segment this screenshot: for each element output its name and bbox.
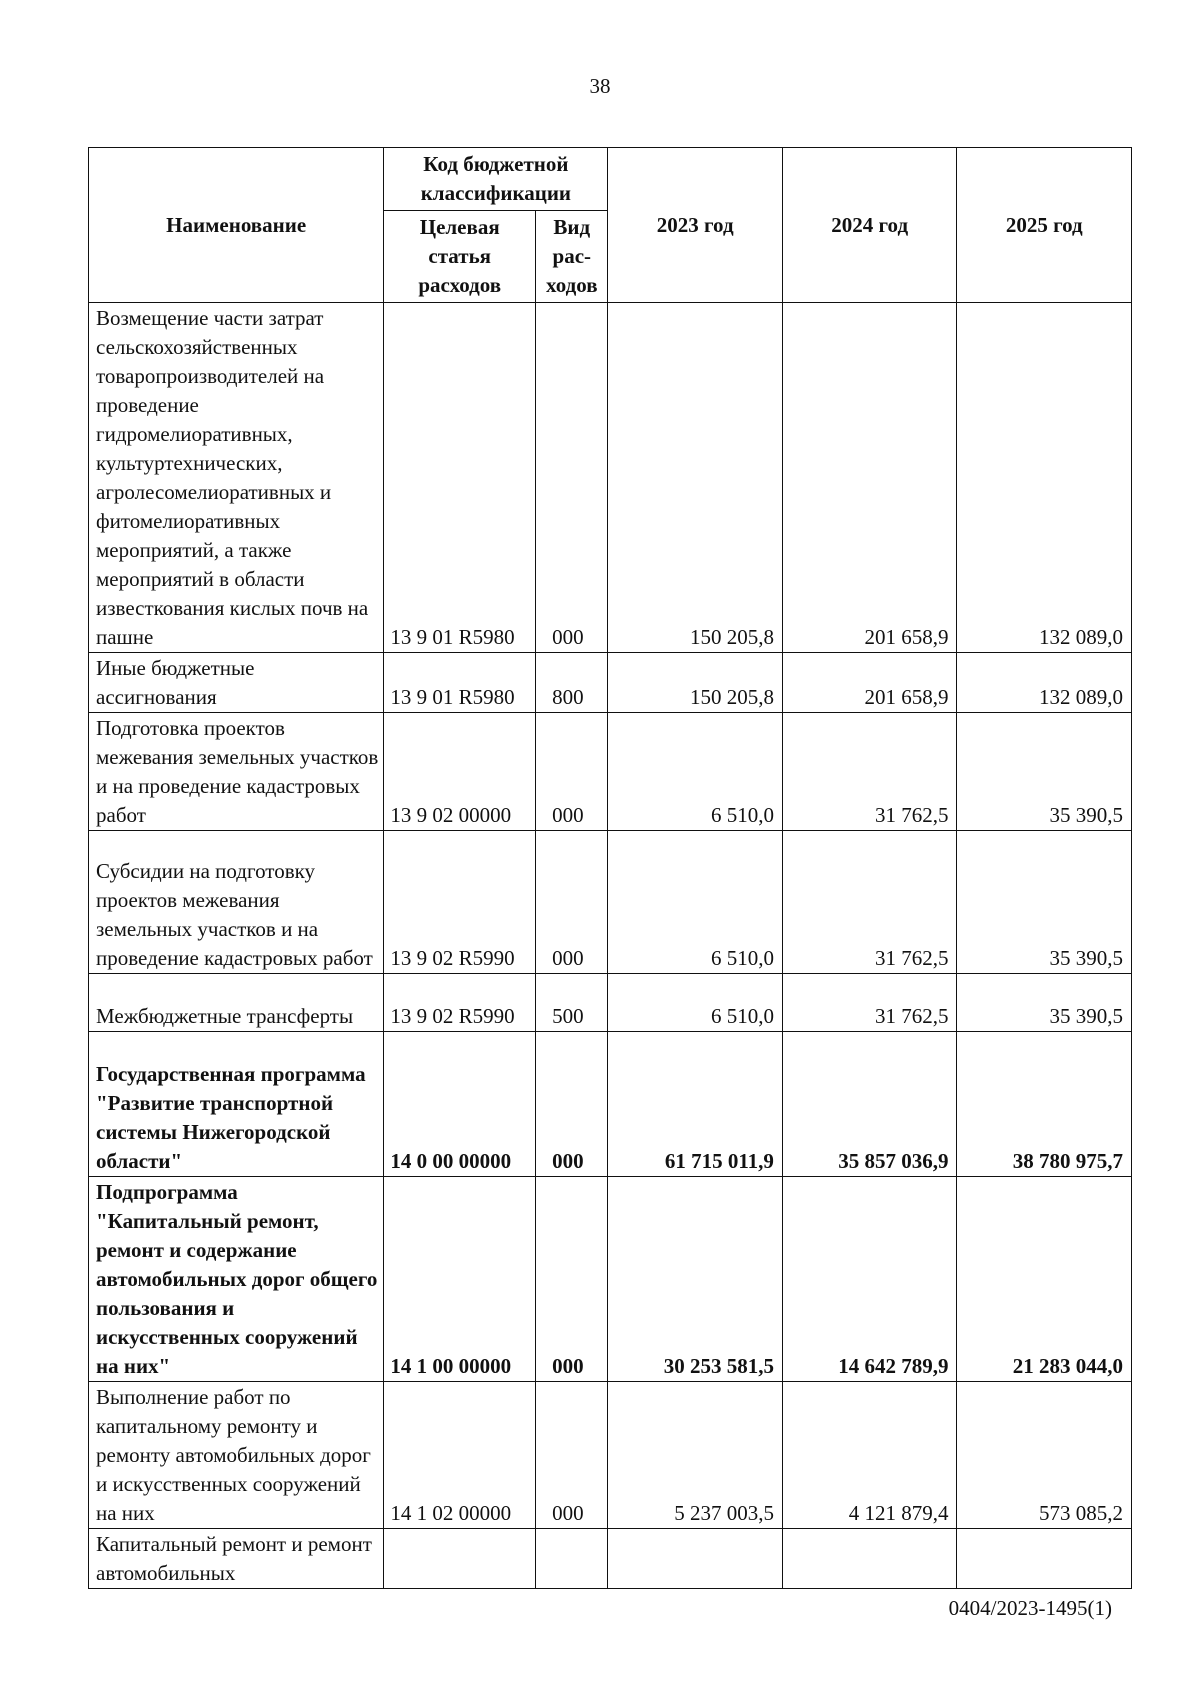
row-value-2024	[782, 1529, 957, 1589]
row-expense-kind: 500	[536, 974, 608, 1032]
table-body	[89, 303, 1132, 1589]
row-target-code: 13 9 02 R5990	[384, 974, 536, 1032]
table-row	[89, 1032, 1132, 1177]
row-name: Подготовка проектов межевания земельных участков и на проведение кадастровых работ	[89, 713, 384, 831]
row-name: Подпрограмма "Капитальный ремонт, ремонт и содержание автомобильных дорог общего пользования и искусственных сооружений на них"	[89, 1177, 384, 1382]
header-2025: 2025 год	[957, 148, 1132, 303]
row-expense-kind: 000	[536, 1032, 608, 1177]
row-value-2025: 21 283 044,0	[957, 1177, 1132, 1382]
row-name: Межбюджетные трансферты	[89, 974, 384, 1032]
row-target-code: 13 9 02 R5990	[384, 831, 536, 974]
header-expense-kind: Вид рас-ходов	[536, 211, 608, 303]
table-row	[89, 1382, 1132, 1529]
row-value-2025: 132 089,0	[957, 303, 1132, 653]
row-value-2023: 6 510,0	[608, 713, 783, 831]
row-value-2024: 201 658,9	[782, 653, 957, 713]
row-value-2025: 573 085,2	[957, 1382, 1132, 1529]
row-value-2023: 61 715 011,9	[608, 1032, 783, 1177]
budget-table	[88, 147, 1132, 1589]
row-value-2023: 6 510,0	[608, 974, 783, 1032]
header-code-group: Код бюджетной классификации	[384, 148, 608, 211]
row-target-code: 14 0 00 00000	[384, 1032, 536, 1177]
row-expense-kind	[536, 1529, 608, 1589]
row-value-2025: 132 089,0	[957, 653, 1132, 713]
row-expense-kind: 000	[536, 1382, 608, 1529]
row-expense-kind: 000	[536, 1177, 608, 1382]
row-value-2025: 35 390,5	[957, 974, 1132, 1032]
row-name: Выполнение работ по капитальному ремонту и ремонту автомобильных дорог и искусственных сооружений на них	[89, 1382, 384, 1529]
row-name: Иные бюджетные ассигнования	[89, 653, 384, 713]
header-2024: 2024 год	[782, 148, 957, 303]
row-value-2024: 14 642 789,9	[782, 1177, 957, 1382]
row-value-2023	[608, 1529, 783, 1589]
row-value-2024: 31 762,5	[782, 974, 957, 1032]
table-row	[89, 303, 1132, 653]
row-target-code: 14 1 00 00000	[384, 1177, 536, 1382]
row-value-2023: 30 253 581,5	[608, 1177, 783, 1382]
row-value-2024: 31 762,5	[782, 713, 957, 831]
row-value-2023: 150 205,8	[608, 303, 783, 653]
table-row	[89, 1177, 1132, 1382]
row-value-2024: 4 121 879,4	[782, 1382, 957, 1529]
row-expense-kind: 000	[536, 303, 608, 653]
table-row	[89, 974, 1132, 1032]
document-id: 0404/2023-1495(1)	[948, 1596, 1112, 1620]
row-expense-kind: 000	[536, 713, 608, 831]
header-name: Наименование	[89, 148, 384, 303]
row-expense-kind: 000	[536, 831, 608, 974]
table-row	[89, 831, 1132, 974]
header-2023: 2023 год	[608, 148, 783, 303]
table-header	[89, 148, 1132, 303]
row-name: Субсидии на подготовку проектов межевания земельных участков и на проведение кадастровых работ	[89, 831, 384, 974]
row-value-2023: 150 205,8	[608, 653, 783, 713]
row-value-2023: 5 237 003,5	[608, 1382, 783, 1529]
page-number: 38	[589, 74, 611, 98]
row-value-2024: 31 762,5	[782, 831, 957, 974]
table-row	[89, 1529, 1132, 1589]
row-target-code: 13 9 02 00000	[384, 713, 536, 831]
row-value-2023: 6 510,0	[608, 831, 783, 974]
row-target-code: 14 1 02 00000	[384, 1382, 536, 1529]
row-value-2025: 35 390,5	[957, 713, 1132, 831]
row-value-2025: 35 390,5	[957, 831, 1132, 974]
row-target-code: 13 9 01 R5980	[384, 653, 536, 713]
row-target-code	[384, 1529, 536, 1589]
row-value-2025	[957, 1529, 1132, 1589]
row-target-code: 13 9 01 R5980	[384, 303, 536, 653]
row-name: Капитальный ремонт и ремонт автомобильных	[89, 1529, 384, 1589]
row-value-2025: 38 780 975,7	[957, 1032, 1132, 1177]
row-name: Государственная программа "Развитие транспортной системы Нижегородской области"	[89, 1032, 384, 1177]
table-row	[89, 653, 1132, 713]
row-value-2024: 35 857 036,9	[782, 1032, 957, 1177]
row-name: Возмещение части затрат сельскохозяйственных товаропроизводителей на проведение гидромелиоративных, культуртехнических, агролесомелиоративных и фитомелиоративных мероприятий, а также мероприятий в области известкования кислых почв на пашне	[89, 303, 384, 653]
row-expense-kind: 800	[536, 653, 608, 713]
table-row	[89, 713, 1132, 831]
row-value-2024: 201 658,9	[782, 303, 957, 653]
header-target-article: Целевая статья расходов	[384, 211, 536, 303]
